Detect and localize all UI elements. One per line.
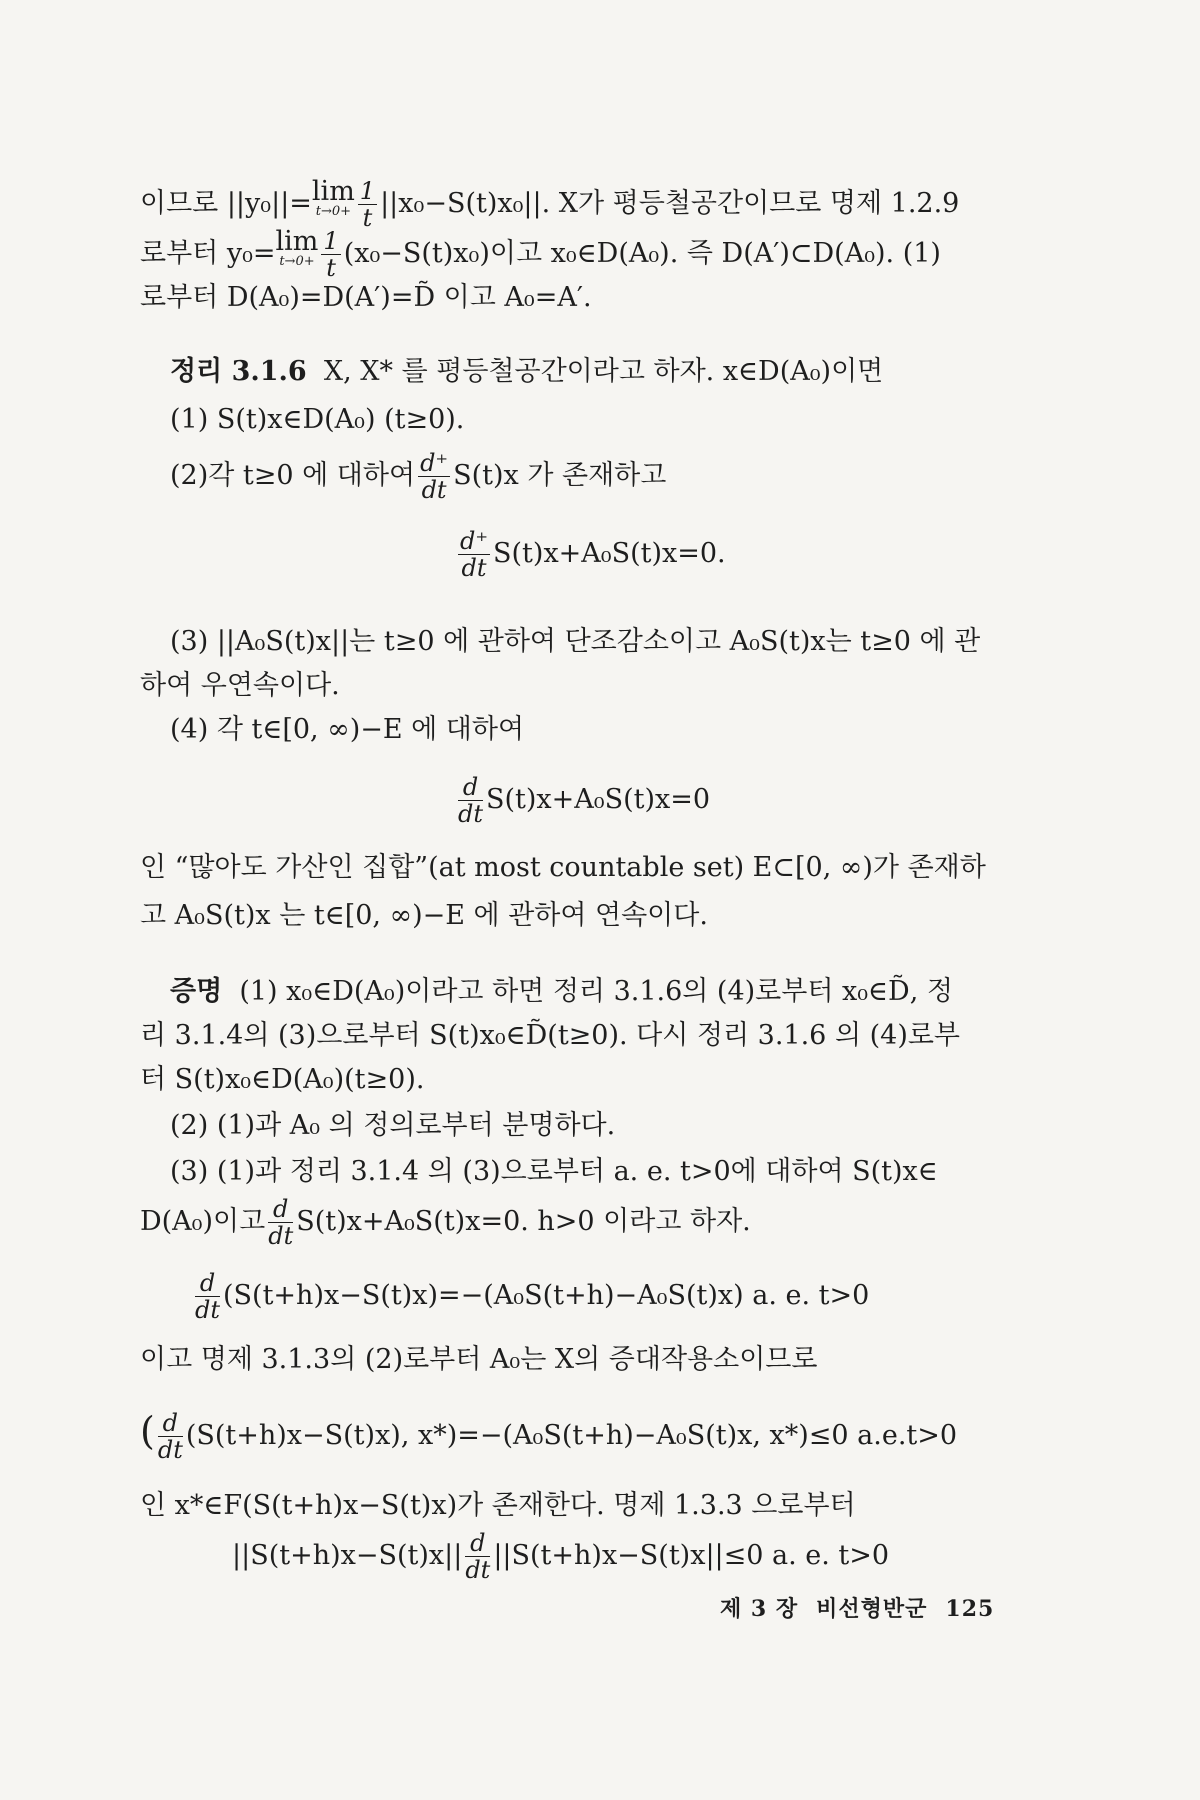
fraction-numerator: d <box>268 1196 293 1223</box>
fraction-denominator: t <box>362 204 373 232</box>
chapter-title: 비선형반군 <box>816 1596 928 1622</box>
text: (1) x₀∈D(A₀)이라고 하면 정리 3.1.6의 (4)로부터 x₀∈D̃, 정 <box>239 976 953 1007</box>
fraction-numerator: 1 <box>323 227 339 255</box>
fraction-denominator: t <box>326 254 336 282</box>
fraction <box>195 1270 220 1323</box>
fraction-denominator: dt <box>465 1556 491 1584</box>
fraction-denominator: dt <box>458 800 484 828</box>
fraction <box>458 774 483 827</box>
fraction <box>465 1530 490 1583</box>
theorem-item-2 <box>170 450 1070 503</box>
proof-label: 증명 <box>170 976 223 1007</box>
running-footer <box>720 1592 1040 1623</box>
text: S(t)x+A₀S(t)x=0. <box>493 538 726 569</box>
text: (S(t+h)x−S(t)x)=−(A₀S(t+h)−A₀S(t)x) a. e. t>0 <box>223 1280 870 1311</box>
fraction <box>358 178 377 231</box>
lim-word: lim <box>275 226 319 257</box>
limit-expression <box>276 228 319 268</box>
fraction-numerator: d <box>458 774 483 801</box>
theorem-tail-line1: 인 “많아도 가산인 집합”(at most countable set) E⊂[0, ∞)가 존재하 <box>140 852 986 883</box>
fraction-numerator: d <box>195 1270 220 1297</box>
text: S(t)x+A₀S(t)x=0. h>0 이라고 하자. <box>296 1206 751 1237</box>
theorem-tail-line2: 고 A₀S(t)x 는 t∈[0, ∞)−E 에 관하여 연속이다. <box>140 900 708 931</box>
proof-line-after-eq4: 인 x*∈F(S(t+h)x−S(t)x)가 존재한다. 명제 1.3.3 으로부터 <box>140 1490 856 1521</box>
para1-line1 <box>140 178 1040 231</box>
proof-line3: 터 S(t)x₀∈D(A₀)(t≥0). <box>140 1064 425 1095</box>
proof-line2: 리 3.1.4의 (3)으로부터 S(t)x₀∈D̃(t≥0). 다시 정리 3.1.6 의 (4)로부 <box>140 1020 961 1051</box>
fraction <box>321 228 340 281</box>
proof-item-3-line1: (3) (1)과 정리 3.1.4 의 (3)으로부터 a. e. t>0에 대하여 S(t)x∈ <box>170 1156 938 1187</box>
para1-line3: 로부터 D(A₀)=D(A′)=D̃ 이고 A₀=A′. <box>140 282 592 313</box>
text: S(t)x+A₀S(t)x=0 <box>486 784 711 815</box>
chapter-label: 제 3 장 <box>720 1596 799 1622</box>
text: (2)각 t≥0 에 대하여 <box>170 460 416 491</box>
text: ||S(t+h)x−S(t)x|| <box>232 1540 463 1571</box>
lim-subscript: t→0+ <box>279 254 315 269</box>
proof-item-2: (2) (1)과 A₀ 의 정의로부터 분명하다. <box>170 1110 616 1141</box>
fraction-denominator: dt <box>461 554 487 582</box>
lim-subscript: t→0+ <box>315 204 351 219</box>
fraction <box>418 450 450 503</box>
lim-word: lim <box>311 176 355 207</box>
theorem-item-4: (4) 각 t∈[0, ∞)−E 에 대하여 <box>170 714 525 745</box>
theorem-item-3-line1: (3) ||A₀S(t)x||는 t≥0 에 관하여 단조감소이고 A₀S(t)x는 t≥0 에 관 <box>170 626 981 657</box>
fraction-numerator: d⁺ <box>460 527 489 555</box>
fraction-numerator: d <box>158 1410 183 1437</box>
theorem-label: 정리 3.1.6 <box>170 356 307 387</box>
fraction-denominator: dt <box>421 476 447 504</box>
para1-line2 <box>140 228 1040 281</box>
equation-5 <box>232 1530 889 1583</box>
page-number: 125 <box>945 1596 995 1622</box>
proof-line-after-eq3: 이고 명제 3.1.3의 (2)로부터 A₀는 X의 증대작용소이므로 <box>140 1344 818 1375</box>
text: (S(t+h)x−S(t)x), x*)=−(A₀S(t+h)−A₀S(t)x, x*)≤0 a.e.t>0 <box>185 1420 958 1451</box>
equation-3 <box>192 1270 869 1323</box>
theorem-item-1: (1) S(t)x∈D(A₀) (t≥0). <box>170 404 465 435</box>
text: ||S(t+h)x−S(t)x||≤0 a. e. t>0 <box>493 1540 890 1571</box>
equation-2 <box>455 774 710 827</box>
equation-4 <box>140 1410 957 1463</box>
fraction-denominator: dt <box>268 1222 294 1250</box>
theorem-statement <box>170 352 1070 392</box>
equation-1 <box>455 528 726 581</box>
text: ||x₀−S(t)x₀||. X가 평등철공간이므로 명제 1.2.9 <box>380 188 960 219</box>
limit-expression <box>312 178 355 218</box>
fraction-numerator: 1 <box>359 177 376 205</box>
open-paren: ( <box>140 1409 155 1453</box>
fraction-numerator: d <box>465 1530 490 1557</box>
text: D(A₀)이고 <box>140 1206 266 1237</box>
fraction-numerator: d⁺ <box>420 449 449 477</box>
proof-item-3-line2 <box>140 1196 1040 1249</box>
fraction-denominator: dt <box>157 1436 183 1464</box>
fraction-denominator: dt <box>195 1296 221 1324</box>
text: (x₀−S(t)x₀)이고 x₀∈D(A₀). 즉 D(A′)⊂D(A₀). (1) <box>343 238 941 269</box>
fraction <box>458 528 490 581</box>
proof-line1 <box>170 972 1070 1012</box>
fraction <box>158 1410 183 1463</box>
text: S(t)x 가 존재하고 <box>453 460 667 491</box>
fraction <box>268 1196 293 1249</box>
text: X, X* 를 평등철공간이라고 하자. x∈D(A₀)이면 <box>323 356 884 387</box>
text: 이므로 ||y₀||= <box>140 188 312 219</box>
theorem-item-3-line2: 하여 우연속이다. <box>140 670 340 701</box>
text: 로부터 y₀= <box>140 238 276 269</box>
